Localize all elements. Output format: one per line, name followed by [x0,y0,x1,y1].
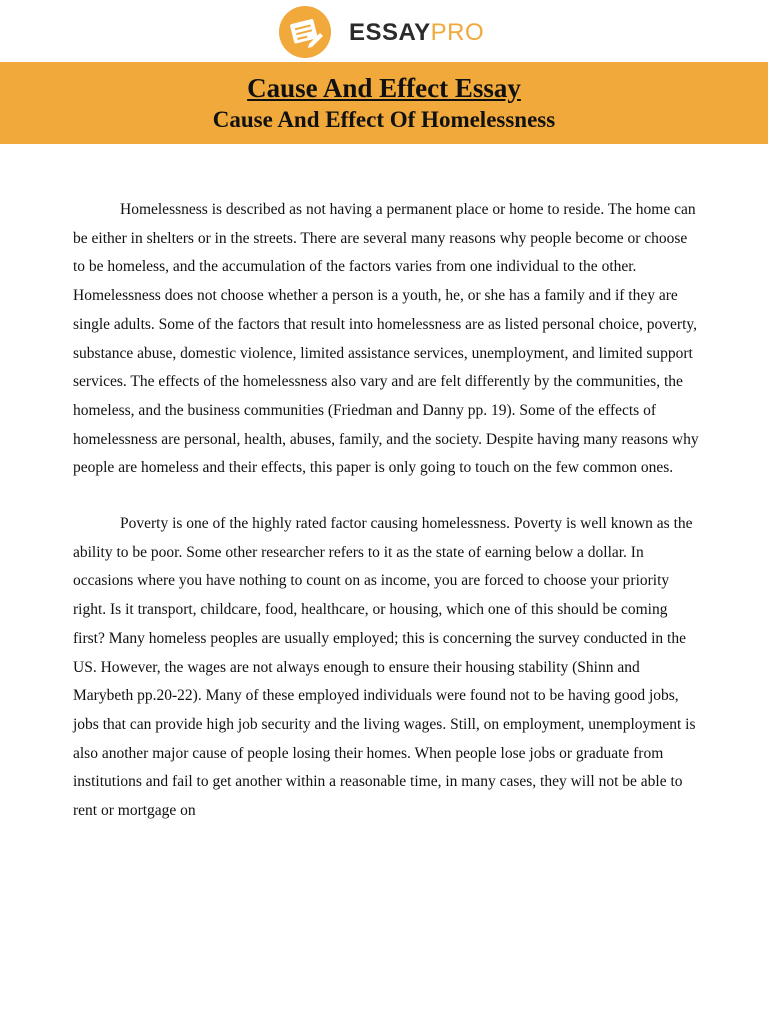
essay-paragraph: Homelessness is described as not having a permanent place or home to reside. The home can be either in shelters or in the streets. There are several many reasons why people become or choose to be homeless, and the accumulation of the factors varies from one individual to the other. Homelessness does not choose whether a person is a youth, he, or she has a family and if they are single adults. Some of the factors that result into homelessness are as listed personal choice, poverty, substance abuse, domestic violence, limited assistance services, unemployment, and limited support services. The effects of the homelessness also vary and are felt differently by the communities, the homeless, and the business communities (Friedman and Danny pp. 19). Some of the effects of homelessness are personal, health, abuses, family, and the society. Despite having many reasons why people are homeless and their effects, this paper is only going to touch on the few common ones. [73,201,699,477]
brand-header [0,5,768,59]
brand-logo-text [349,19,484,47]
page-title: Cause And Effect Essay [247,73,521,103]
brand-name-pro: PRO [430,19,485,46]
essay-body [73,196,703,826]
brand-name-essay: ESSAY [349,19,431,46]
title-banner [0,62,768,144]
document-pencil-icon [279,6,331,58]
page-subtitle: Cause And Effect Of Homelessness [212,107,556,132]
essay-paragraph: Poverty is one of the highly rated factor causing homelessness. Poverty is well known as the ability to be poor. Some other researcher refers to it as the state of earning below a dollar. In occasions where you have nothing to count on as income, you are forced to choose your priority right. Is it transport, childcare, food, healthcare, or housing, which one of this should be coming first? Many homeless peoples are usually employed; this is concerning the survey conducted in the US. However, the wages are not always enough to ensure their housing stability (Shinn and Marybeth pp.20-22). Many of these employed individuals were found not to be having good jobs, jobs that can provide high job security and the living wages. Still, on employment, unemployment is also another major cause of people losing their homes. When people lose jobs or graduate from institutions and fail to get another within a reasonable time, in many cases, they will not be able to rent or mortgage on [73,515,696,820]
